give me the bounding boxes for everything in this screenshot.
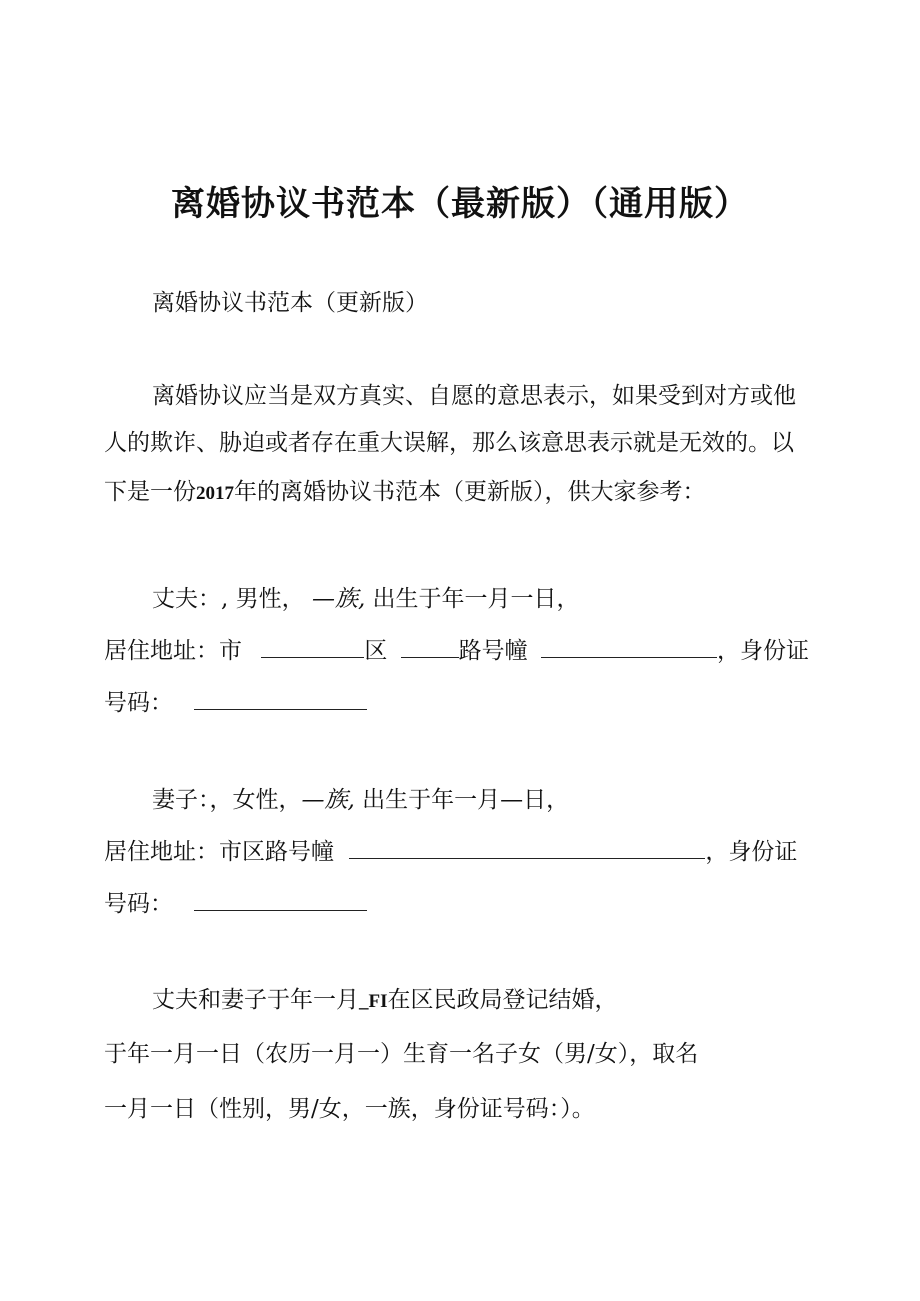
husband-city-blank [261, 635, 364, 658]
husband-address-line [104, 635, 809, 666]
husband-address-label: 居住地址：市 [104, 638, 242, 664]
wife-id-label: 号码： [104, 891, 173, 917]
wife-id-blank [194, 888, 367, 911]
husband-id-line [104, 687, 367, 718]
intro-line-1: 离婚协议应当是双方真实、自愿的意思表示，如果受到对方或他 [152, 383, 796, 409]
intro-year: 2017 [196, 483, 234, 504]
marriage-line-3: 一月一日（性别，男/女，一族，身份证号码：）。 [104, 1096, 595, 1122]
intro-line-3 [104, 477, 706, 509]
wife-ethnicity: —族, [301, 787, 355, 813]
husband-district-label: 区 [364, 638, 388, 664]
wife-address-line [104, 836, 797, 867]
marriage-line-1 [152, 985, 618, 1017]
subtitle: 离婚协议书范本（更新版） [152, 290, 428, 316]
marriage-line-1-suffix: 在区民政局登记结婚， [387, 987, 618, 1013]
marriage-line-1-prefix: 丈夫和妻子于年一月 [152, 987, 359, 1013]
document-title: 离婚协议书范本（最新版）（通用版） [171, 184, 749, 224]
husband-road-blank [401, 635, 459, 658]
marriage-line-2: 于年一月一日（农历一月一）生育一名子女（男/女），取名 [104, 1041, 699, 1067]
husband-id-label: 号码： [104, 690, 173, 716]
husband-ethnicity: —族, [311, 586, 366, 612]
husband-line [152, 584, 580, 614]
wife-id-line [104, 888, 367, 919]
husband-birth: 出生于年一月一日， [365, 586, 580, 612]
wife-address-blank [349, 836, 705, 859]
wife-address-label: 居住地址：市区路号幢 [104, 839, 334, 865]
wife-birth: 出生于年一月—日， [354, 787, 570, 813]
husband-building-blank [541, 635, 717, 658]
marriage-day-mark: _FI [359, 991, 388, 1012]
wife-id-suffix: ，身份证 [705, 839, 798, 865]
wife-line [152, 785, 569, 815]
intro-line-2: 人的欺诈、胁迫或者存在重大误解，那么该意思表示就是无效的。以 [104, 430, 794, 456]
husband-label: 丈夫：, 男性， [152, 586, 312, 612]
husband-id-blank [194, 687, 367, 710]
wife-label: 妻子：，女性， [152, 787, 302, 813]
intro-line-3-prefix: 下是一份 [104, 479, 196, 505]
husband-id-suffix: ，身份证 [716, 638, 809, 664]
husband-road-label: 路号幢 [458, 638, 528, 664]
intro-line-3-suffix: 年的离婚协议书范本（更新版），供大家参考： [234, 479, 706, 505]
